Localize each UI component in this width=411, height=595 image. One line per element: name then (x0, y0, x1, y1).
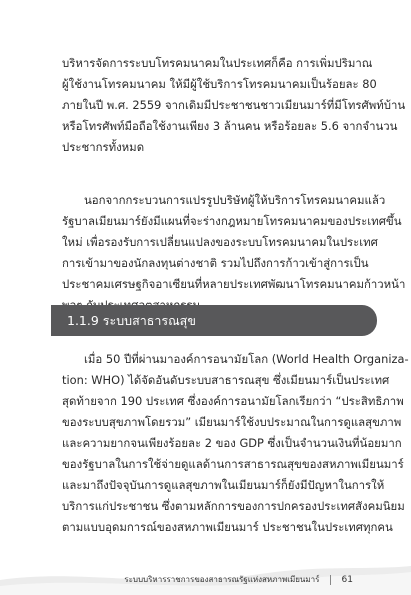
paragraph-public-health (62, 349, 409, 538)
text-line: ภายในปี พ.ศ. 2559 จากเดิมมีประชาชนชาวเมียนมาร์ที่มีโทรศัพท์บ้าน (62, 98, 406, 112)
text-line: tion: WHO) ได้จัดอันดับระบบสาธารณสุข ซึ่งเมียนมาร์เป็นประเทศ (62, 373, 390, 387)
text-line: การเข้ามาของนักลงทุนต่างชาติ รวมไปถึงการก้าวเข้าสู่การเป็น (62, 256, 369, 270)
paragraph-telecom-users (62, 53, 406, 158)
running-title: ระบบบริหารราชการของสาธารณรัฐแห่งสหภาพเมียนมาร์ (124, 575, 320, 584)
page-number: 61 (341, 575, 353, 585)
text-line: และความยากจนเพียงร้อยละ 2 ของ GDP ซึ่งเป็นจำนวนเงินที่น้อยมาก (62, 436, 402, 450)
text-line: และมาถึงปัจจุบันการดูแลสุขภาพในเมียนมาร์ก็ยังมีปัญหาในการให้ (62, 478, 385, 492)
text-line: ของรัฐบาลในการใช้จ่ายดูแลด้านการสาธารณสุขของสหภาพเมียนมาร์ (62, 457, 404, 471)
text-line: รัฐบาลเมียนมาร์ยังมีแผนที่จะร่างกฎหมายโทรคมนาคมของประเทศขึ้น (62, 214, 402, 228)
section-heading-bar (51, 305, 377, 336)
text-line: บริหารจัดการระบบโทรคมนาคมในประเทศก็คือ การเพิ่มปริมาณ (62, 56, 373, 70)
text-line: ผู้ใช้งานโทรคมนาคม ให้มีผู้ใช้บริการโทรคมนาคมเป็นร้อยละ 80 (62, 77, 377, 91)
section-heading: 1.1.9 ระบบสาธารณสุข (67, 313, 196, 328)
text-line: สุดท้ายจาก 190 ประเทศ ซึ่งองค์การอนามัยโลกเรียกว่า “ประสิทธิภาพ (62, 394, 404, 408)
text-line: หรือโทรศัพท์มือถือใช้งานเพียง 3 ล้านคน หรือร้อยละ 5.6 จากจำนวน (62, 119, 398, 133)
footer-divider (330, 575, 331, 585)
page-footer (124, 573, 353, 586)
text-line: ประชากรทั้งหมด (62, 140, 145, 154)
text-line: ของระบบสุขภาพโดยรวม” เมียนมาร์ใช้งบประมาณในการดูแลสุขภาพ (62, 415, 402, 429)
text-line: ประชาคมเศรษฐกิจอาเซียนที่หลายประเทศพัฒนาโทรคมนาคมก้าวหน้า (62, 277, 406, 291)
text-line: ตามแบบอุดมการณ์ของสหภาพเมียนมาร์ ประชาชนในประเทศทุกคน (62, 520, 393, 534)
text-line: ใหม่ เพื่อรองรับการเปลี่ยนแปลงของระบบโทรคมนาคมในประเทศ (62, 235, 378, 249)
text-line: บริการแก่ประชาชน ซึ่งตามหลักการของการปกครองประเทศสังคมนิยม (62, 499, 405, 513)
text-line: นอกจากกระบวนการแปรรูปบริษัทผู้ให้บริการโทรคมนาคมแล้ว (84, 193, 386, 207)
text-line: เมื่อ 50 ปีที่ผ่านมาองค์การอนามัยโลก (World Health Organiza- (84, 352, 409, 366)
paragraph-telecom-law (62, 190, 406, 316)
